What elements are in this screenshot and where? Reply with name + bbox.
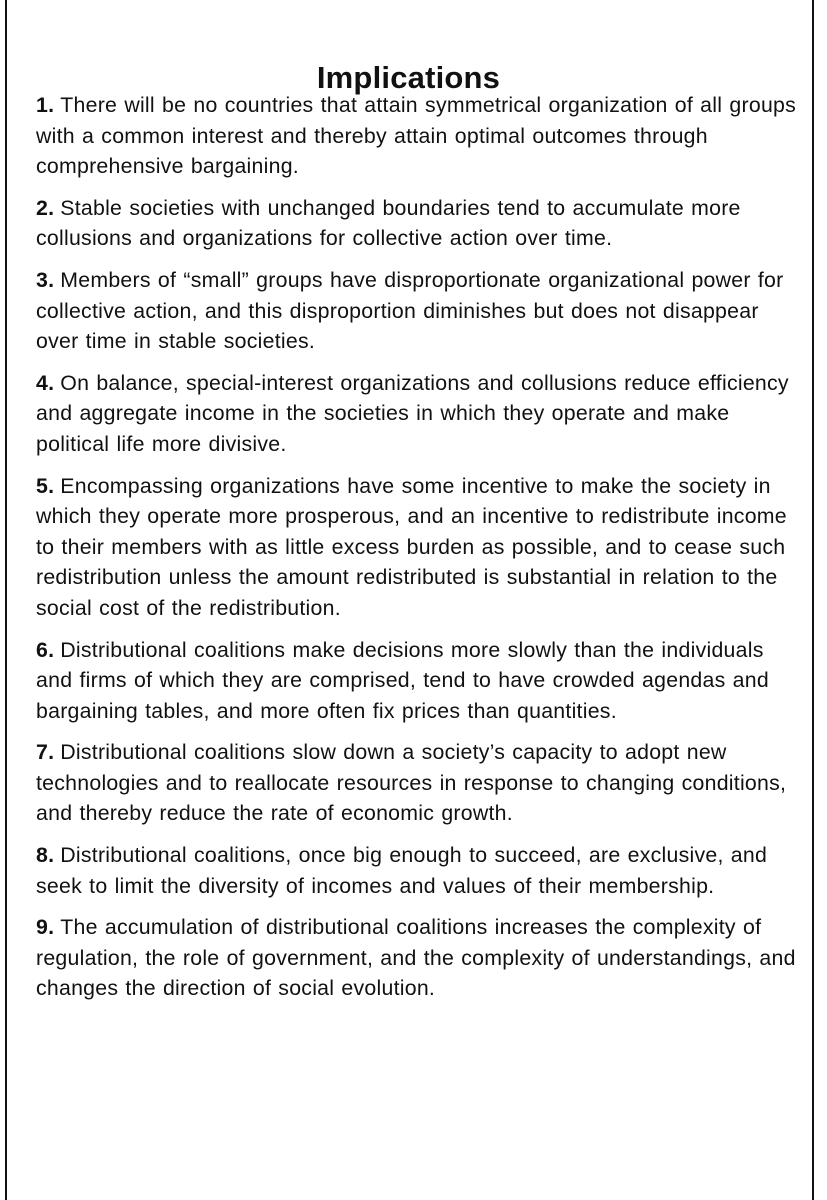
- item-number: 8.: [36, 843, 55, 868]
- item-number: 6.: [36, 637, 55, 662]
- item-text: The accumulation of distributional coalitions increases the complexity of regulation, the role of government, and the complexity of understandings, and changes the direction of social evolution.: [36, 915, 796, 1001]
- item-number: 4.: [36, 370, 55, 395]
- item-number: 5.: [36, 473, 55, 498]
- implication-item-2: [36, 193, 801, 254]
- implication-item-5: [36, 471, 801, 624]
- implications-list: [36, 90, 801, 1015]
- implication-item-6: [36, 635, 801, 727]
- page-title: Implications: [316, 59, 501, 95]
- item-text: Members of “small” groups have disproportionate organizational power for collective action, and this disproportion diminishes but does not disappear over time in stable societies.: [36, 267, 784, 354]
- implication-item-1: [36, 90, 801, 182]
- item-text: Distributional coalitions slow down a society’s capacity to adopt new technologies and to reallocate resources in response to changing conditions, and thereby reduce the rate of economic growth.: [36, 740, 787, 826]
- item-number: 7.: [36, 740, 55, 765]
- item-number: 1.: [36, 93, 55, 117]
- item-number: 3.: [36, 267, 55, 292]
- item-text: Stable societies with unchanged boundaries tend to accumulate more collusions and organizations for collective action over time.: [36, 195, 741, 251]
- implication-item-7: [36, 737, 801, 829]
- item-text: Distributional coalitions, once big enough to succeed, are exclusive, and seek to limit the diversity of incomes and values of their membership.: [36, 843, 768, 898]
- item-text: Encompassing organizations have some incentive to make the society in which they operate more prosperous, and an incentive to redistribute income to their members with as little excess burden as possible, and to cease such redistribution unless the amount redistributed is substantial in relation to the social cost of the redistribution.: [36, 473, 787, 620]
- implication-item-3: [36, 265, 801, 357]
- implication-item-8: [36, 840, 801, 901]
- item-text: There will be no countries that attain symmetrical organization of all groups with a common interest and thereby attain optimal outcomes through comprehensive bargaining.: [36, 93, 797, 179]
- item-text: On balance, special-interest organizations and collusions reduce efficiency and aggregate income in the societies in which they operate and make political life more divisive.: [36, 370, 789, 456]
- item-number: 9.: [36, 915, 55, 940]
- item-number: 2.: [36, 195, 55, 220]
- implication-item-9: [36, 912, 801, 1004]
- implication-item-4: [36, 368, 801, 460]
- item-text: Distributional coalitions make decisions more slowly than the individuals and firms of which they are comprised, tend to have crowded agendas and bargaining tables, and more often fix prices than quantities.: [36, 637, 769, 723]
